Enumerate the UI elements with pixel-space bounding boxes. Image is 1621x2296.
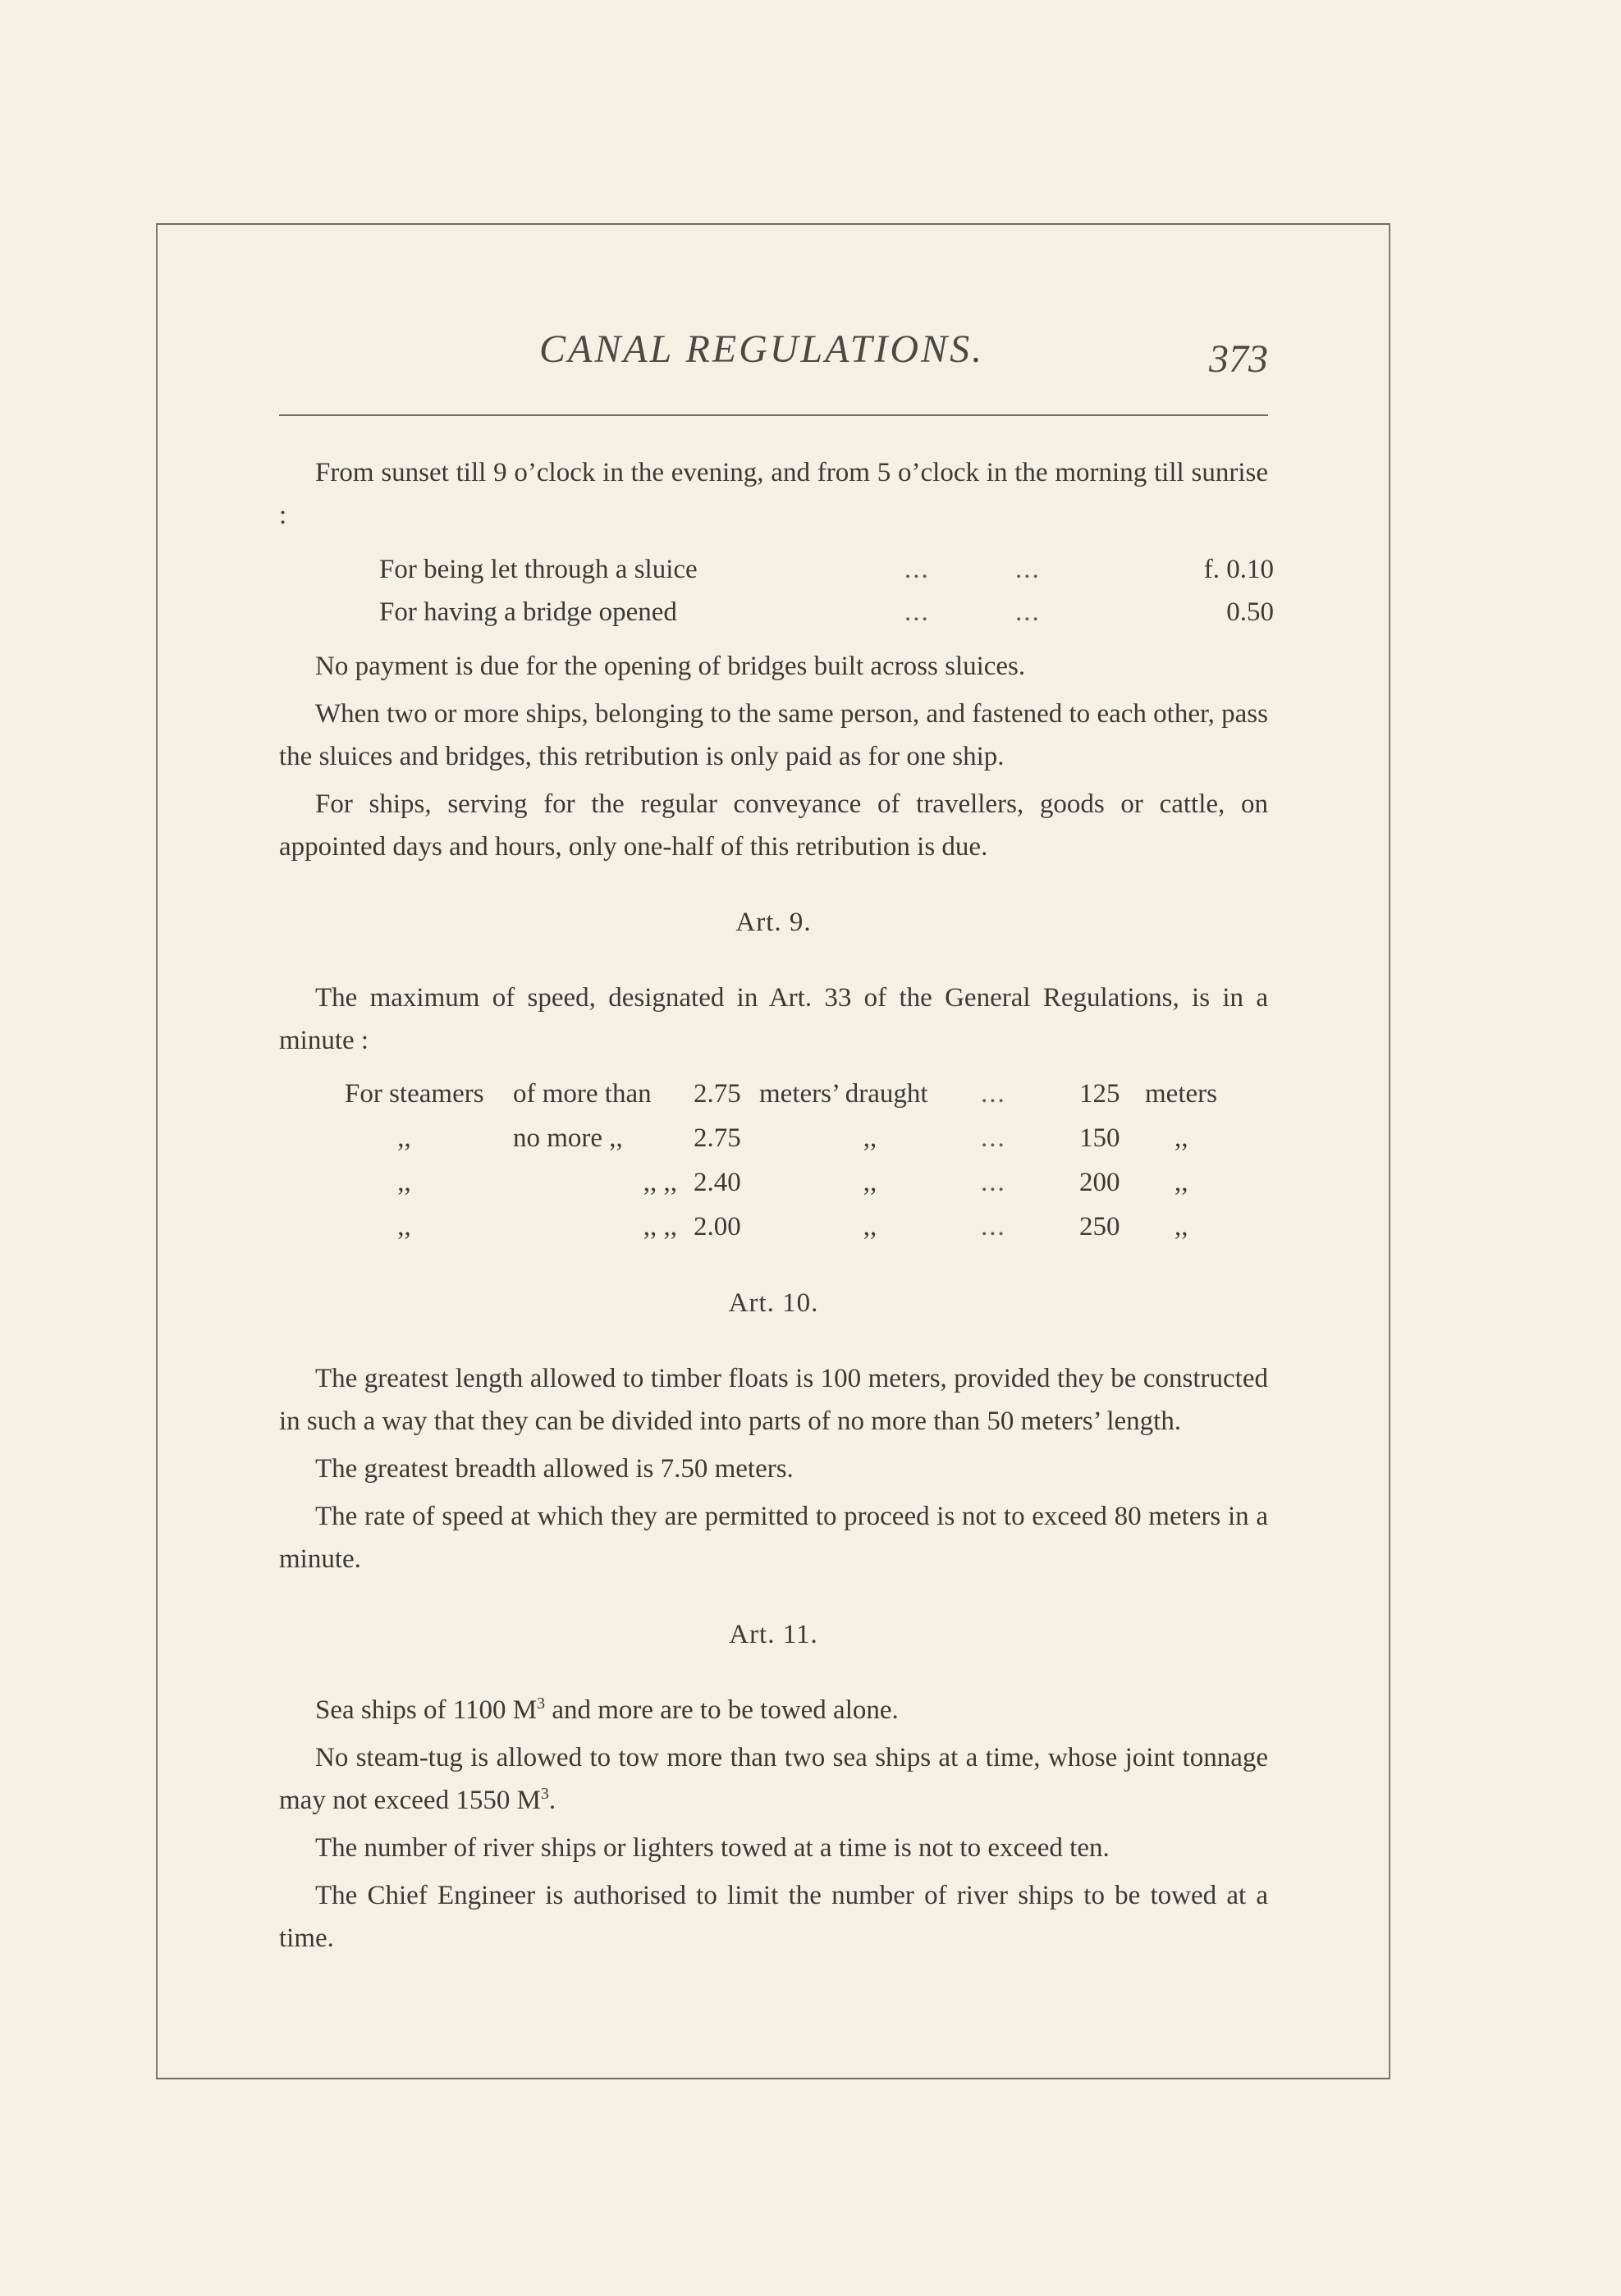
text-run: No steam-tug is allowed to tow more than two sea ships at a time, whose joint tonnage may not exceed 1550 M [279,1743,1268,1815]
article-heading: Art. 9. [735,908,812,937]
paragraph: For ships, serving for the regular conveyance of travellers, goods or cattle, on appointed days and hours, only one-half of this retribution is due. [279,789,1268,862]
fee-dots: ... [1015,555,1041,584]
intro-paragraph: From sunset till 9 o’clock in the evening, and from 5 o’clock in the morning till sunrise : [279,458,1268,530]
speed-row [345,1116,1338,1160]
speed-value: 200 [1079,1168,1120,1197]
speed-value: 250 [1079,1212,1120,1242]
speed-cell: meters’ draught [759,1079,928,1109]
speed-dots: ... [981,1168,1006,1197]
page-header [279,318,1268,384]
article-heading: Art. 10. [728,1288,819,1318]
page-number: 373 [1209,337,1268,381]
paragraph [279,1736,1268,1822]
superscript: 3 [537,1695,546,1713]
article-heading: Art. 11. [729,1620,818,1649]
text-run: Sea ships of 1100 M [315,1695,538,1725]
speed-dots: ... [981,1123,1006,1153]
superscript: 3 [540,1785,549,1803]
fee-label: For having a bridge opened [379,597,677,627]
speed-dots: ... [981,1079,1006,1109]
speed-value: 150 [1079,1123,1120,1153]
fee-dots: ... [904,555,930,584]
page-body [279,451,1274,1964]
speed-row [345,1072,1338,1116]
paragraph: When two or more ships, belonging to the same person, and fastened to each other, pass the sluices and bridges, this retribution is only paid as for one ship. [279,699,1268,771]
fee-dots: ... [1015,597,1041,627]
text-run: . [548,1786,556,1815]
fee-amount: f. 0.10 [1203,555,1274,584]
speed-draught: 2.75 [694,1079,741,1109]
speed-row [345,1160,1338,1205]
fee-dots: ... [904,597,930,627]
paragraph: The Chief Engineer is authorised to limit the number of river ships to be towed at a time. [279,1881,1268,1953]
speed-unit: ,, [1175,1168,1188,1197]
speed-cell: ,, [863,1212,877,1242]
speed-unit: meters [1145,1079,1217,1109]
paragraph: No payment is due for the opening of bridges built across sluices. [315,652,1026,681]
speed-cell: ,, ,, [643,1212,677,1242]
speed-unit: ,, [1175,1212,1188,1242]
fee-row [379,591,1274,633]
speed-cell: of more than [513,1079,652,1109]
speed-dots: ... [981,1212,1006,1242]
speed-cell: For steamers [345,1079,484,1109]
text-run: and more are to be towed alone. [545,1695,899,1725]
paragraph: The maximum of speed, designated in Art. 33 of the General Regulations, is in a minute : [279,983,1268,1055]
speed-row [345,1205,1338,1249]
header-rule [279,414,1268,416]
speed-value: 125 [1079,1079,1120,1109]
speed-table [345,1072,1338,1249]
paragraph: The greatest length allowed to timber floats is 100 meters, provided they be constructed in such a way that they can be divided into parts of no more than 50 meters’ length. [279,1364,1268,1436]
speed-cell: ,, [397,1123,411,1153]
speed-cell: ,, ,, [643,1168,677,1197]
paragraph: The rate of speed at which they are permitted to proceed is not to exceed 80 meters in a minute. [279,1502,1268,1574]
speed-cell: ,, [863,1168,877,1197]
speed-cell: no more ,, [513,1123,623,1153]
fee-amount: 0.50 [1226,597,1274,627]
speed-draught: 2.00 [694,1212,741,1242]
speed-cell: ,, [863,1123,877,1153]
fee-table [379,548,1274,633]
fee-row [379,548,1274,591]
paragraph: The number of river ships or lighters towed at a time is not to exceed ten. [315,1833,1110,1863]
speed-cell: ,, [397,1212,411,1242]
speed-unit: ,, [1175,1123,1188,1153]
speed-draught: 2.40 [694,1168,741,1197]
running-head: CANAL REGULATIONS. [539,327,985,371]
paragraph: The greatest breadth allowed is 7.50 meters. [315,1454,794,1484]
speed-cell: ,, [397,1168,411,1197]
paragraph [279,1689,1268,1731]
fee-label: For being let through a sluice [379,555,698,584]
speed-draught: 2.75 [694,1123,741,1153]
